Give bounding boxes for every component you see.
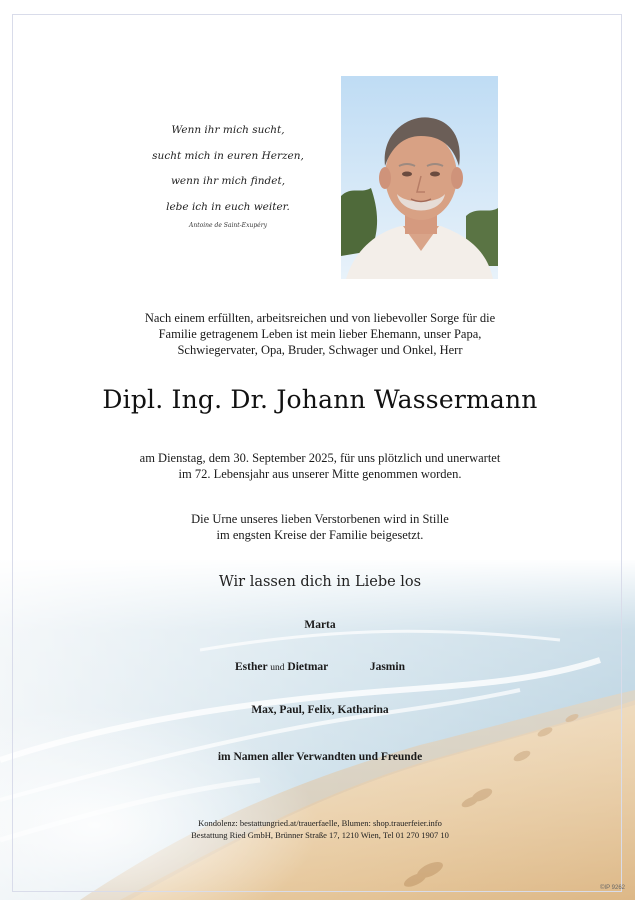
mourner-relatives: im Namen aller Verwandten und Freunde: [217, 751, 423, 763]
mourner-children: [120, 659, 520, 676]
mourner-spouse1: Dietmar: [287, 661, 329, 673]
quote-line: Wenn ihr mich sucht,: [171, 124, 285, 136]
death-notice: [100, 450, 540, 482]
quote-author: Antoine de Saint-Exupéry: [189, 222, 267, 229]
mourner-wife: Marta: [304, 619, 336, 631]
mourner-child1: Esther: [235, 661, 268, 673]
intro-line: Nach einem erfüllten, arbeitsreichen und von liebevoller Sorge für die: [144, 311, 496, 325]
quote-line: lebe ich in euch weiter.: [166, 200, 290, 213]
intro-line: Familie getragenem Leben ist mein lieber Ehemann, unser Papa,: [158, 327, 482, 341]
death-line: im 72. Lebensjahr aus unserer Mitte genommen worden.: [178, 467, 462, 481]
quote-line: sucht mich in euren Herzen,: [152, 149, 304, 162]
footer-condolence: Kondolenz: bestattungried.at/trauerfaelle, Blumen: shop.trauerfeier.info: [198, 818, 442, 828]
farewell-text: Wir lassen dich in Liebe los: [218, 574, 422, 590]
intro-line: Schwiegervater, Opa, Bruder, Schwager und Onkel, Herr: [177, 343, 463, 357]
footer: [100, 817, 540, 841]
mourner-grandchildren: Max, Paul, Felix, Katharina: [251, 704, 389, 716]
burial-line: Die Urne unseres lieben Verstorbenen wird in Stille: [191, 512, 449, 526]
portrait-image: [341, 76, 498, 279]
quote-line: wenn ihr mich findet,: [170, 175, 286, 187]
intro-text: [100, 310, 540, 358]
quote-block: [130, 118, 326, 231]
burial-line: im engsten Kreise der Familie beigesetzt.: [216, 528, 424, 542]
footer-address: Bestattung Ried GmbH, Brünner Straße 17, 1210 Wien, Tel 01 270 1907 10: [191, 830, 449, 840]
burial-notice: [100, 511, 540, 543]
portrait-photo: [341, 76, 498, 279]
mourner-child2: Jasmin: [369, 661, 405, 673]
document-code: ©IP 9262: [600, 885, 625, 891]
mourner-and: und: [270, 663, 285, 673]
death-line: am Dienstag, dem 30. September 2025, für uns plötzlich und unerwartet: [139, 451, 501, 465]
deceased-name: Dipl. Ing. Dr. Johann Wassermann: [102, 385, 538, 414]
